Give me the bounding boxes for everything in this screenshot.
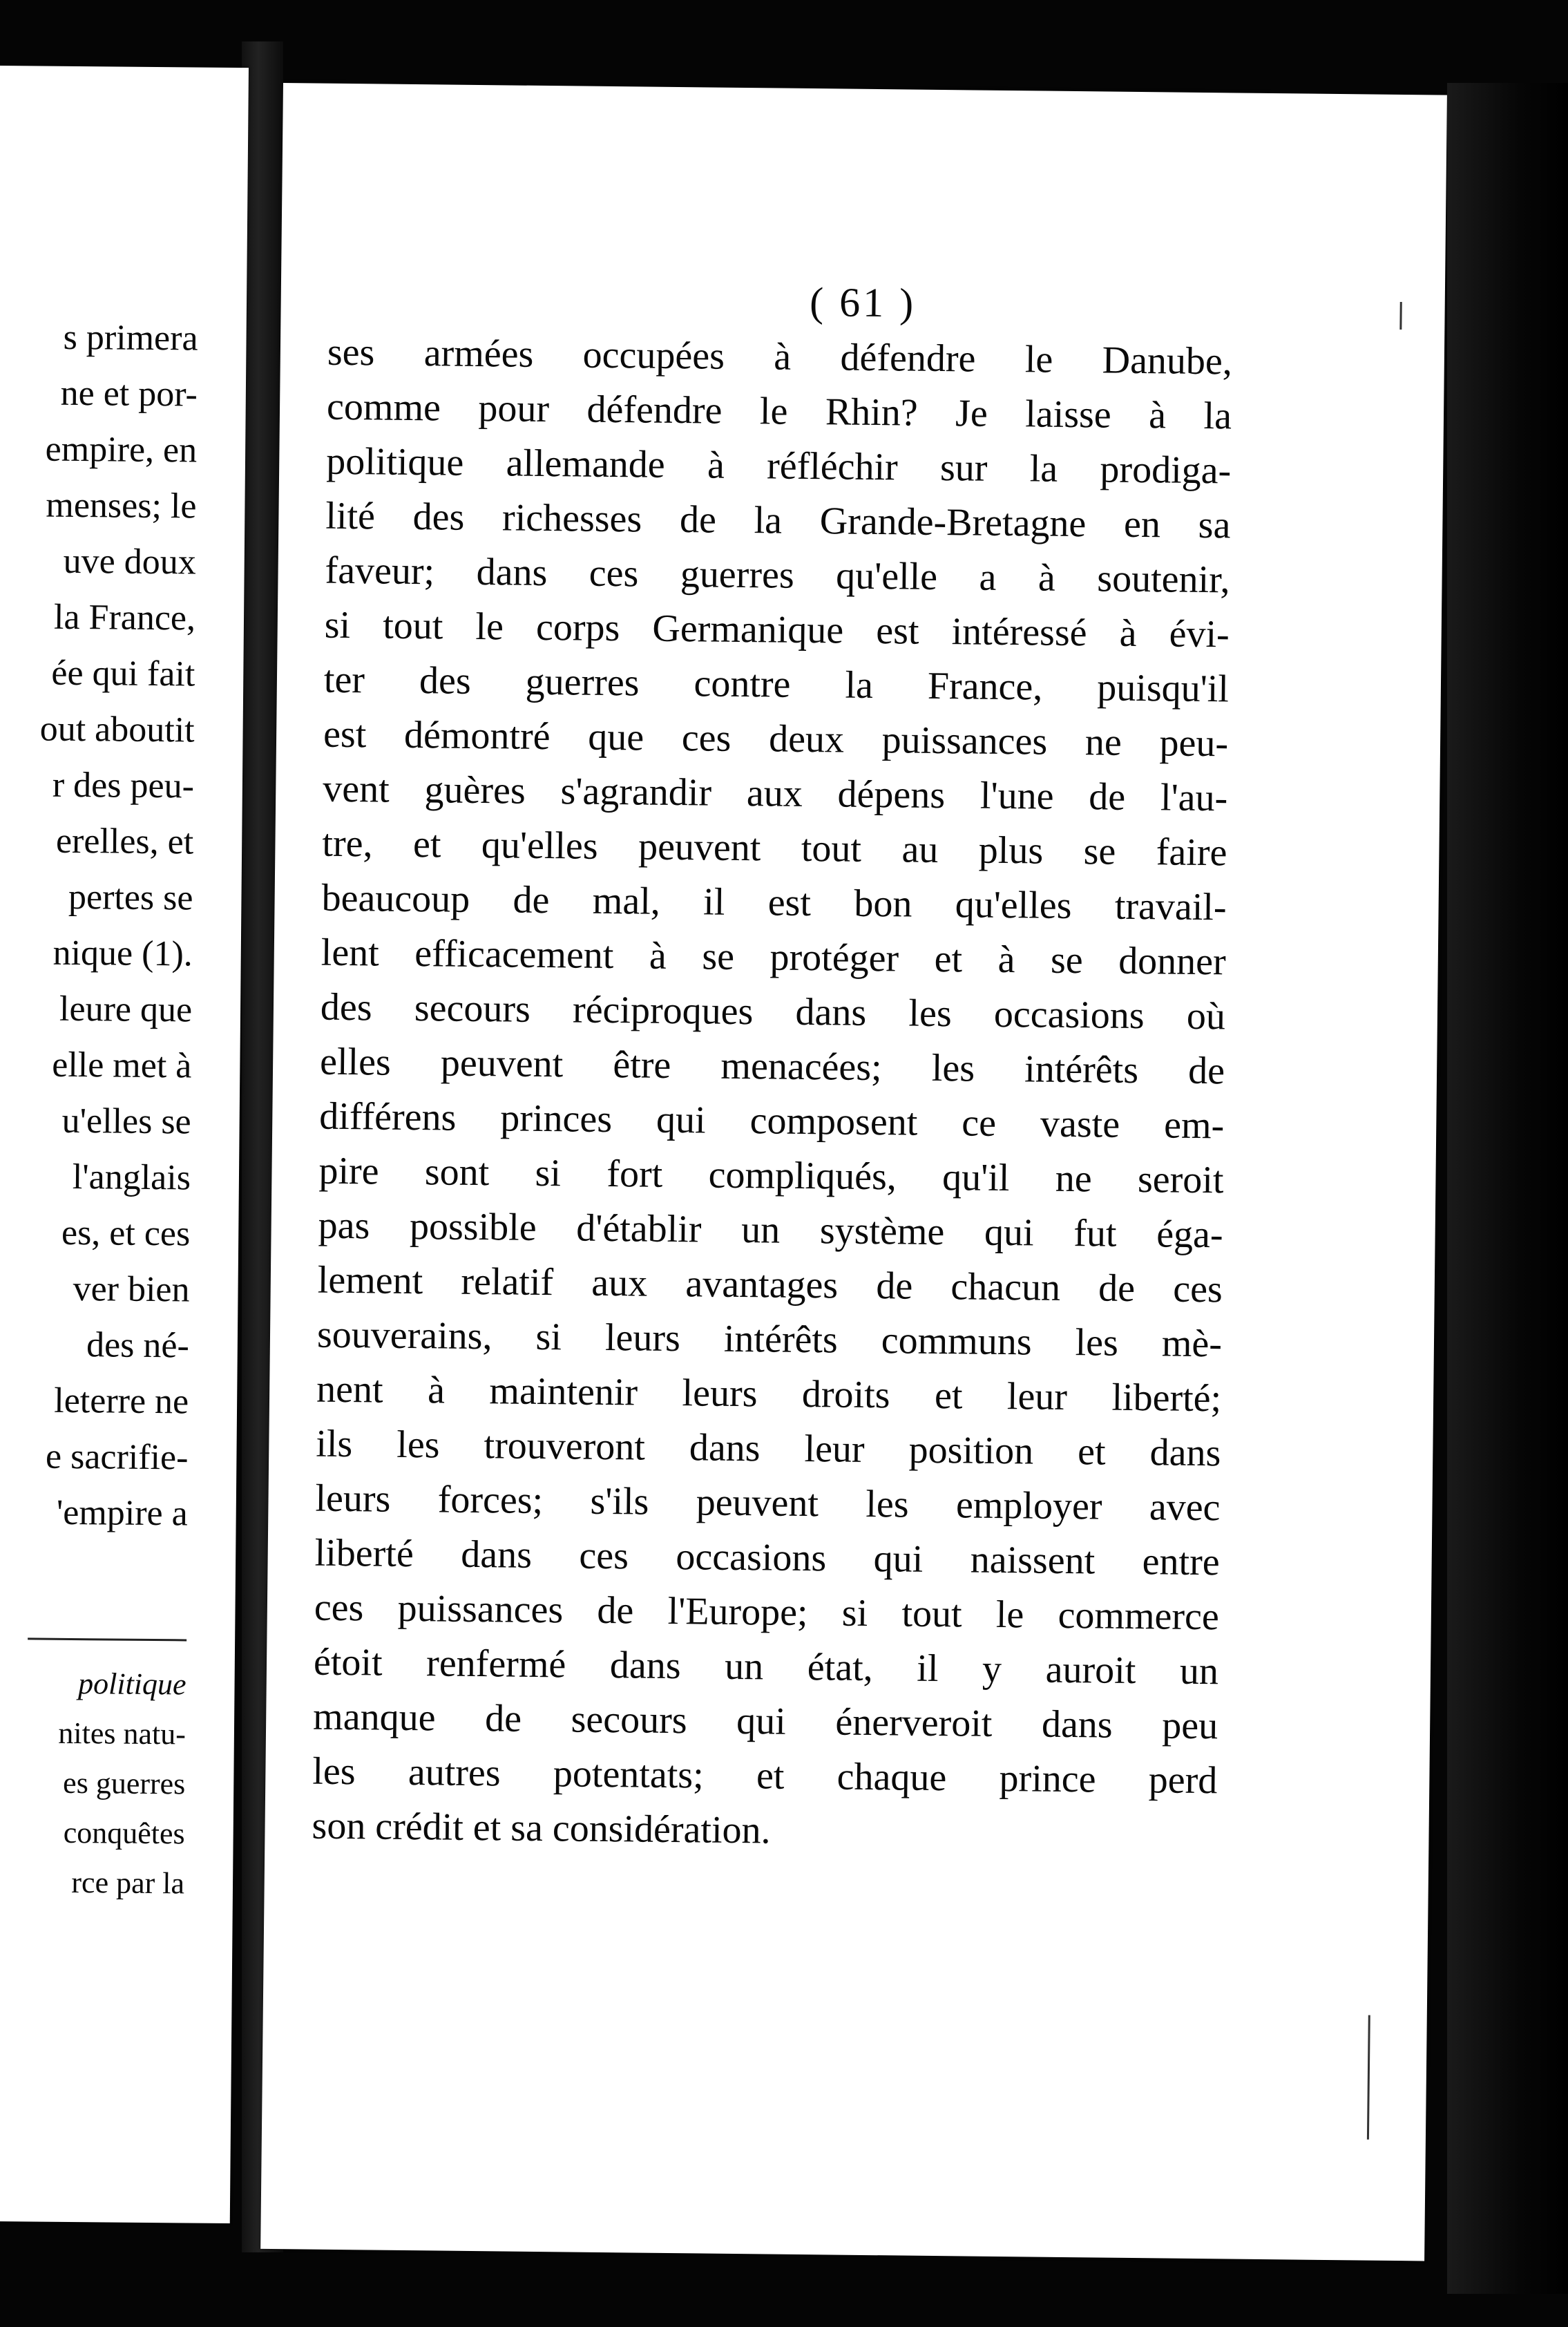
text-line: les autres potentats; et chaque prince perd [312, 1749, 1218, 1803]
text-line: son crédit et sa considération. [312, 1804, 771, 1852]
text-line: ver bien [73, 1269, 190, 1310]
left-page-footnotes [0, 1658, 187, 1908]
text-line: e sacrifie- [45, 1436, 189, 1478]
text-line: manque de secours qui énerveroit dans peu [312, 1695, 1218, 1748]
text-line: menses; le [46, 485, 197, 526]
footnote-line: politique [77, 1666, 187, 1702]
text-line: 'empire a [56, 1492, 188, 1534]
text-line: la France, [53, 597, 196, 638]
text-line: beaucoup de mal, il est bon qu'elles travail- [321, 876, 1227, 929]
footnote-line: conquêtes [63, 1815, 185, 1851]
text-line: pertes se [68, 877, 193, 918]
text-line: vent guères s'agrandir aux dépens l'une de l'au- [322, 767, 1228, 820]
text-line: lité des richesses de la Grande-Bretagne en sa [325, 494, 1231, 547]
background-shadow [1447, 83, 1568, 2294]
left-page [0, 66, 249, 2223]
text-line: nent à maintenir leurs droits et leur liberté; [316, 1367, 1222, 1421]
text-line: s primera [63, 317, 198, 359]
text-line: nique (1). [52, 933, 193, 974]
text-line: out aboutit [39, 709, 195, 750]
text-line: empire, en [45, 429, 198, 471]
text-line: des secours réciproques dans les occasions où [320, 985, 1226, 1038]
text-line: liberté dans ces occasions qui naissent entre [314, 1531, 1220, 1584]
edge-mark [1367, 2015, 1370, 2140]
text-line: souverains, si leurs intérêts communs les mè- [316, 1313, 1223, 1366]
text-line: étoit renfermé dans un état, il y auroit un [313, 1640, 1219, 1693]
text-line: lement relatif aux avantages de chacun de ces [317, 1258, 1223, 1311]
text-line: des né- [86, 1325, 190, 1366]
text-line: u'elles se [61, 1101, 191, 1142]
text-line: r des peu- [52, 765, 195, 806]
text-line: si tout le corps Germanique est intéressé à évi- [324, 603, 1230, 656]
right-page-body [312, 325, 1232, 1863]
text-line: uve doux [63, 541, 196, 582]
text-line: politique allemande à réfléchir sur la prodiga- [325, 439, 1232, 493]
text-line: ée qui fait [51, 653, 195, 694]
text-line: pire sont si fort compliqués, qu'il ne seroit [318, 1149, 1224, 1202]
text-line: ils les trouveront dans leur position et dans [316, 1422, 1221, 1475]
text-line: elle met à [52, 1045, 192, 1086]
left-page-text [0, 308, 198, 1541]
text-line: ces puissances de l'Europe; si tout le commerce [314, 1586, 1220, 1639]
text-line: pas possible d'établir un système qui fut éga- [318, 1204, 1223, 1257]
footnote-rule [28, 1637, 187, 1641]
text-line: tre, et qu'elles peuvent tout au plus se faire [322, 821, 1227, 875]
text-line: erelles, et [55, 821, 194, 862]
text-line: elles peuvent être menacées; les intérêts de [319, 1040, 1225, 1093]
text-line: ne et por- [60, 373, 198, 415]
footnote-line: rce par la [71, 1865, 185, 1901]
text-line: différens princes qui composent ce vaste em- [319, 1094, 1225, 1148]
page-number: ( 61 ) [809, 279, 917, 326]
text-line: leterre ne [54, 1380, 189, 1422]
text-line: es, et ces [61, 1213, 191, 1254]
text-line: ter des guerres contre la France, puisqu'il [323, 658, 1230, 711]
text-line: est démontré que ces deux puissances ne peu- [323, 712, 1229, 766]
text-line: l'anglais [72, 1157, 191, 1198]
text-line: leure que [59, 989, 193, 1030]
right-page [260, 83, 1447, 2261]
text-line: leurs forces; s'ils peuvent les employer avec [315, 1476, 1221, 1530]
text-line: faveur; dans ces guerres qu'elle a à soutenir, [325, 549, 1230, 602]
edge-mark [1399, 302, 1402, 330]
text-line: comme pour défendre le Rhin? Je laisse à la [326, 385, 1232, 438]
footnote-line: nites natu- [58, 1716, 187, 1751]
text-line: lent efficacement à se protéger et à se donner [321, 931, 1227, 984]
text-line: ses armées occupées à défendre le Danube, [327, 330, 1233, 383]
footnote-line: es guerres [62, 1765, 186, 1801]
